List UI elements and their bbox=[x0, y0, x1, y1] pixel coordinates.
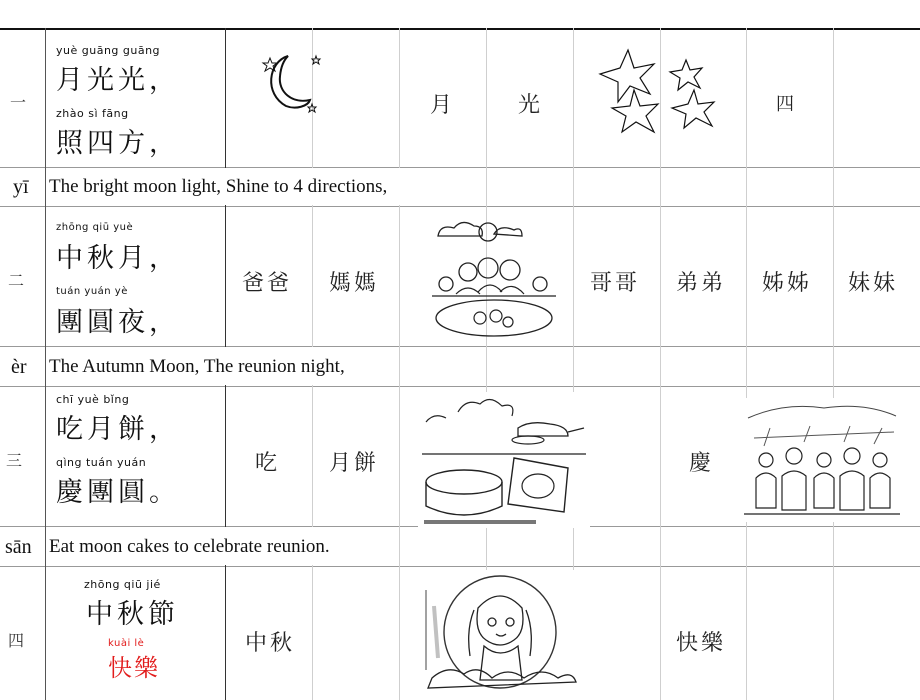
vocab-cell: 中秋 bbox=[245, 631, 296, 656]
row-number: 二 bbox=[8, 271, 25, 290]
vocab-cell: 四 bbox=[776, 94, 797, 115]
poem-line: 吃月餅， bbox=[56, 414, 180, 445]
row-number: 四 bbox=[8, 631, 25, 650]
pinyin-line: yuè guāng guāng bbox=[56, 44, 161, 57]
row-romanization: sān bbox=[5, 536, 32, 558]
row-divider bbox=[0, 386, 920, 387]
vocab-cell: 光 bbox=[518, 93, 544, 118]
english-translation: Eat moon cakes to celebrate reunion. bbox=[49, 536, 330, 557]
vocab-cell: 吃 bbox=[255, 451, 281, 476]
celebration-picture bbox=[744, 398, 900, 522]
poem-line: 團圓夜， bbox=[56, 307, 180, 338]
pinyin-line: qìng tuán yuán bbox=[56, 456, 147, 469]
family-picture bbox=[428, 214, 560, 340]
vocab-cell: 慶 bbox=[689, 451, 715, 476]
poem-line: 照四方， bbox=[56, 128, 180, 159]
row-number: 三 bbox=[6, 451, 23, 470]
vocab-cell: 爸爸 bbox=[242, 271, 293, 296]
column-divider bbox=[746, 28, 747, 700]
pinyin-line: zhōng qiū jié bbox=[84, 578, 161, 591]
moon-lady-picture bbox=[418, 570, 582, 700]
column-divider bbox=[833, 28, 834, 700]
poem-line: 月光光， bbox=[56, 65, 180, 96]
stars-icon bbox=[598, 46, 723, 136]
poem-line: 慶團圓。 bbox=[56, 477, 180, 508]
pinyin-line: kuài lè bbox=[108, 638, 145, 649]
table-top-border bbox=[0, 28, 920, 30]
row-divider bbox=[0, 566, 920, 567]
poem-line: 中秋節 bbox=[86, 599, 179, 630]
mooncake-picture bbox=[418, 392, 590, 528]
moon-icon bbox=[250, 48, 325, 120]
vocab-cell: 月 bbox=[430, 93, 456, 118]
vocab-cell: 媽媽 bbox=[329, 271, 380, 296]
greeting-text: 快樂 bbox=[108, 654, 160, 682]
pinyin-line: zhōng qiū yuè bbox=[56, 222, 134, 233]
column-divider bbox=[399, 28, 400, 700]
vocab-cell: 哥哥 bbox=[590, 271, 641, 296]
vocab-cell: 弟弟 bbox=[676, 271, 727, 296]
row-number: 一 bbox=[10, 93, 27, 112]
row-romanization: èr bbox=[11, 356, 27, 378]
vocab-cell: 快樂 bbox=[676, 631, 727, 656]
pinyin-line: chī yuè bǐng bbox=[56, 393, 130, 406]
poem-line: 中秋月， bbox=[56, 243, 180, 274]
row-divider bbox=[0, 206, 920, 207]
english-translation: The bright moon light, Shine to 4 directions, bbox=[49, 176, 388, 197]
row-romanization: yī bbox=[13, 176, 29, 198]
pinyin-line: tuán yuán yè bbox=[56, 286, 128, 297]
vocab-cell: 姊姊 bbox=[762, 271, 813, 296]
pinyin-line: zhào sì fāng bbox=[56, 107, 129, 120]
vocab-cell: 妹妹 bbox=[848, 271, 899, 296]
vocab-cell: 月餅 bbox=[329, 451, 380, 476]
english-translation: The Autumn Moon, The reunion night, bbox=[49, 356, 345, 377]
